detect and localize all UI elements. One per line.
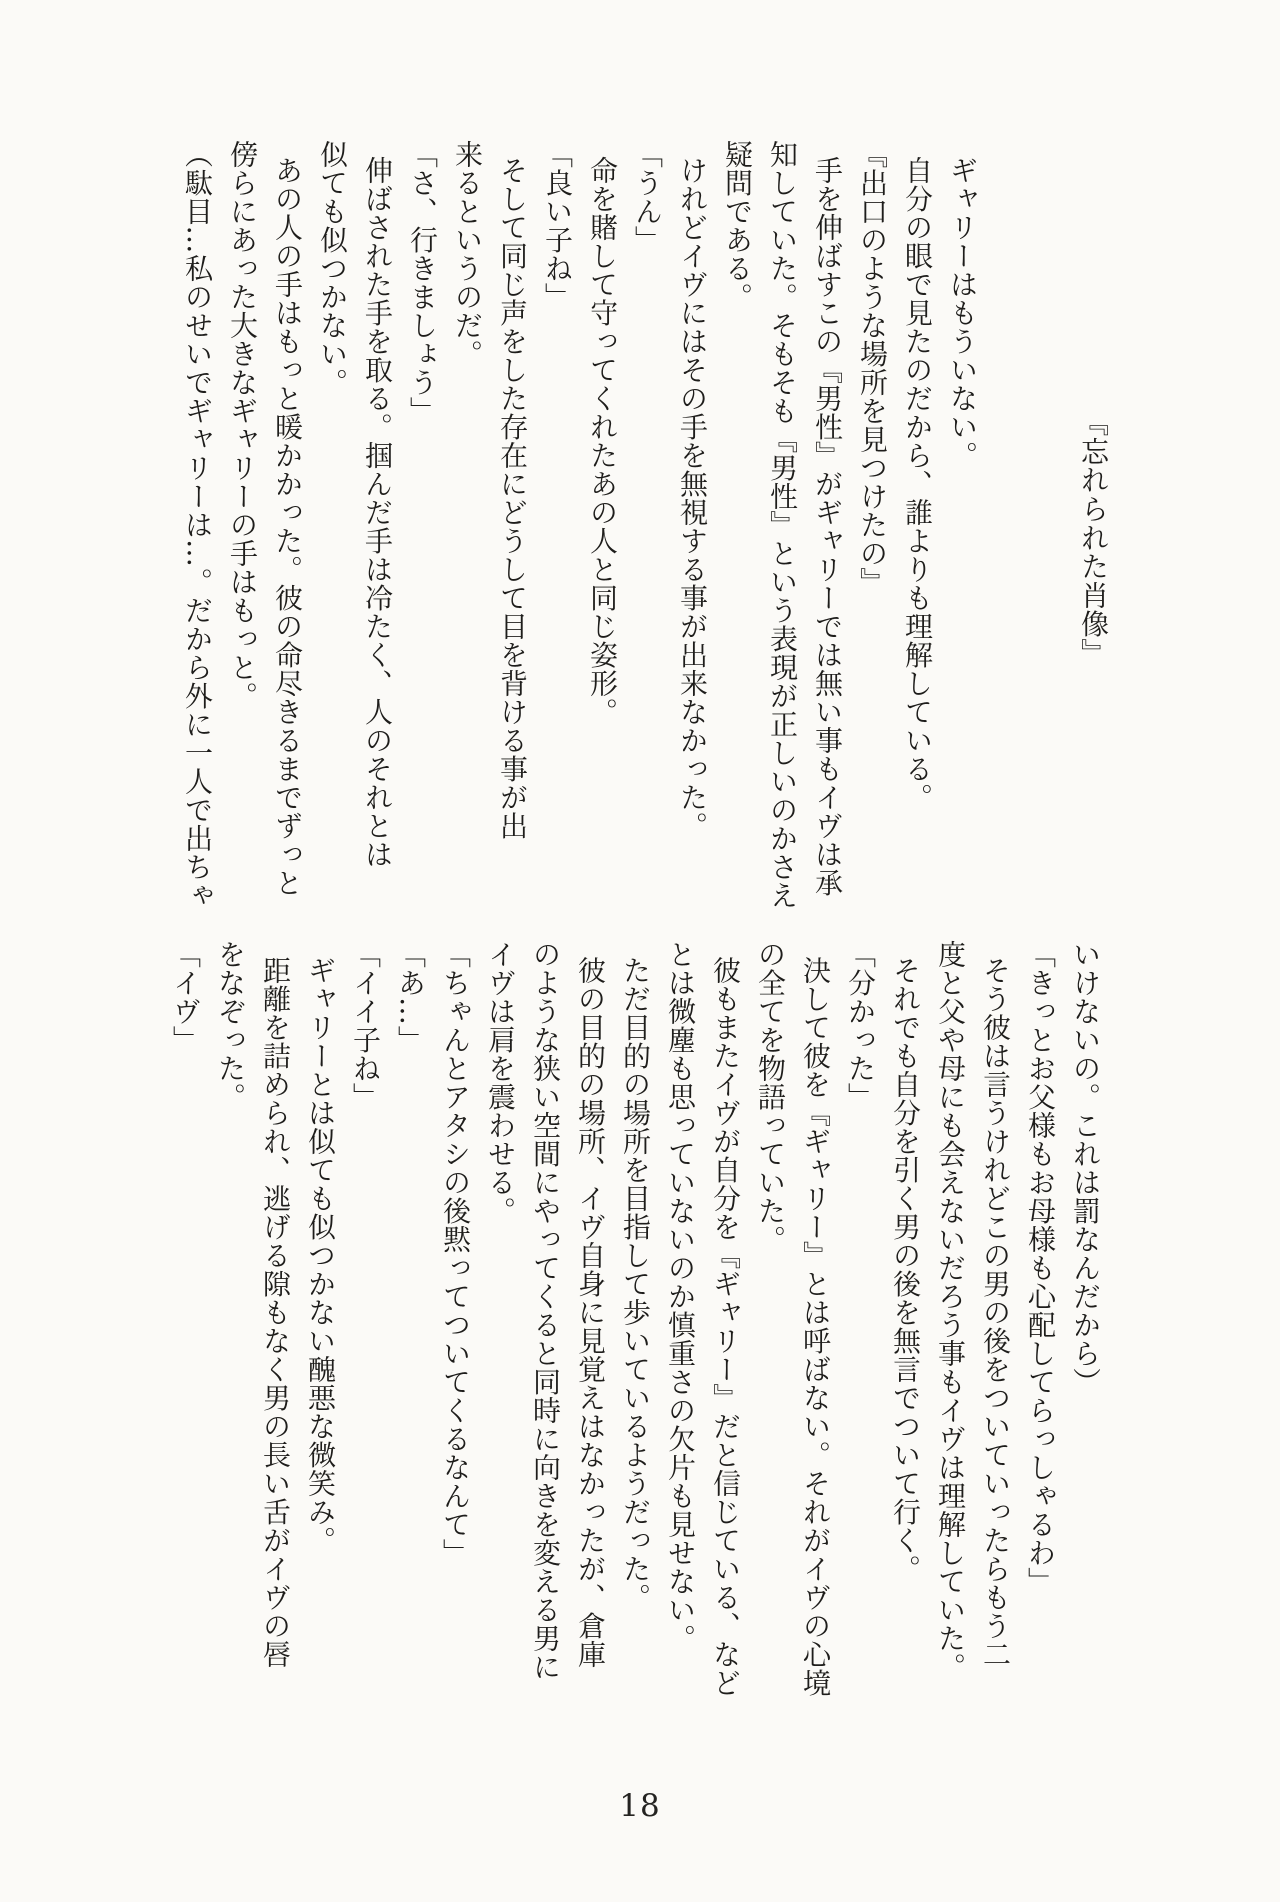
text-column: 「ちゃんとアタシの後黙ってついてくるなんて」 (439, 940, 472, 1567)
text-column: 命を賭して守ってくれたあの人と同じ姿形。 (586, 156, 619, 726)
text-column: 「イイ子ね」 (349, 940, 382, 1111)
text-column: 似ても似つかない。 (316, 140, 349, 397)
text-column: （駄目…私のせいでギャリーは…。だから外に一人で出ちゃ (181, 140, 214, 910)
text-column: 「良い子ね」 (541, 140, 574, 311)
text-column: のような狭い空間にやってくると同時に向きを変える男に (529, 940, 562, 1681)
text-column: 疑問である。 (721, 140, 754, 311)
text-column: そう彼は言うけれどこの男の後をついていったらもう二 (979, 956, 1012, 1669)
text-column: 『出口のような場所を見つけたの』 (856, 140, 889, 596)
text-column: 傍らにあった大きなギャリーの手はもっと。 (226, 140, 259, 710)
text-column: 「あ…」 (394, 940, 427, 1054)
text-column: の全てを物語っていた。 (754, 940, 787, 1254)
text-column: 来るというのだ。 (451, 140, 484, 368)
text-column: 「きっとお父様もお母様も心配してらっしゃるわ」 (1024, 940, 1057, 1596)
text-column: 度と父や母にも会えないだろう事もイヴは理解していた。 (934, 940, 967, 1681)
top-text-block (175, 140, 985, 930)
chapter-title: 『忘れられた肖像』 (1077, 408, 1110, 668)
text-column: 自分の眼で見たのだから、誰よりも理解している。 (901, 156, 934, 812)
text-column: 彼の目的の場所、イヴ自身に見覚えはなかったが、倉庫 (574, 956, 607, 1669)
bottom-text-block (163, 940, 1108, 1740)
text-column: そして同じ声をした存在にどうして目を背ける事が出 (496, 156, 529, 840)
text-column: 決して彼を『ギャリー』とは呼ばない。それがイヴの心境 (799, 956, 832, 1697)
text-column: とは微塵も思っていないのか慎重さの欠片も見せない。 (664, 940, 697, 1653)
text-column: ただ目的の場所を目指して歩いているようだった。 (619, 956, 652, 1612)
text-column: 手を伸ばすこの『男性』がギャリーでは無い事もイヴは承 (811, 156, 844, 897)
text-column: 彼もまたイヴが自分を『ギャリー』だと信じている、など (709, 956, 742, 1697)
text-column: それでも自分を引く男の後を無言でついて行く。 (889, 956, 922, 1583)
text-column: 伸ばされた手を取る。掴んだ手は冷たく、人のそれとは (361, 156, 394, 869)
text-column: ギャリーとは似ても似つかない醜悪な微笑み。 (304, 956, 337, 1555)
text-column: 「さ、行きましょう」 (406, 140, 439, 425)
text-column: 「分かった」 (844, 940, 877, 1111)
text-column: 距離を詰められ、逃げる隙もなく男の長い舌がイヴの唇 (259, 956, 292, 1669)
text-column: 「うん」 (631, 140, 664, 254)
text-column: あの人の手はもっと暖かかった。彼の命尽きるまでずっと (271, 156, 304, 897)
text-column: 「イヴ」 (169, 940, 202, 1054)
page-number: 18 (619, 1788, 661, 1824)
text-column: いけないの。これは罰なんだから） (1069, 940, 1102, 1396)
text-column: 知していた。そもそも『男性』という表現が正しいのかさえ (766, 140, 799, 910)
text-column: ギャリーはもういない。 (946, 156, 979, 470)
text-column: けれどイヴにはその手を無視する事が出来なかった。 (676, 156, 709, 840)
text-column: イヴは肩を震わせる。 (484, 940, 517, 1225)
text-column: をなぞった。 (214, 940, 247, 1111)
